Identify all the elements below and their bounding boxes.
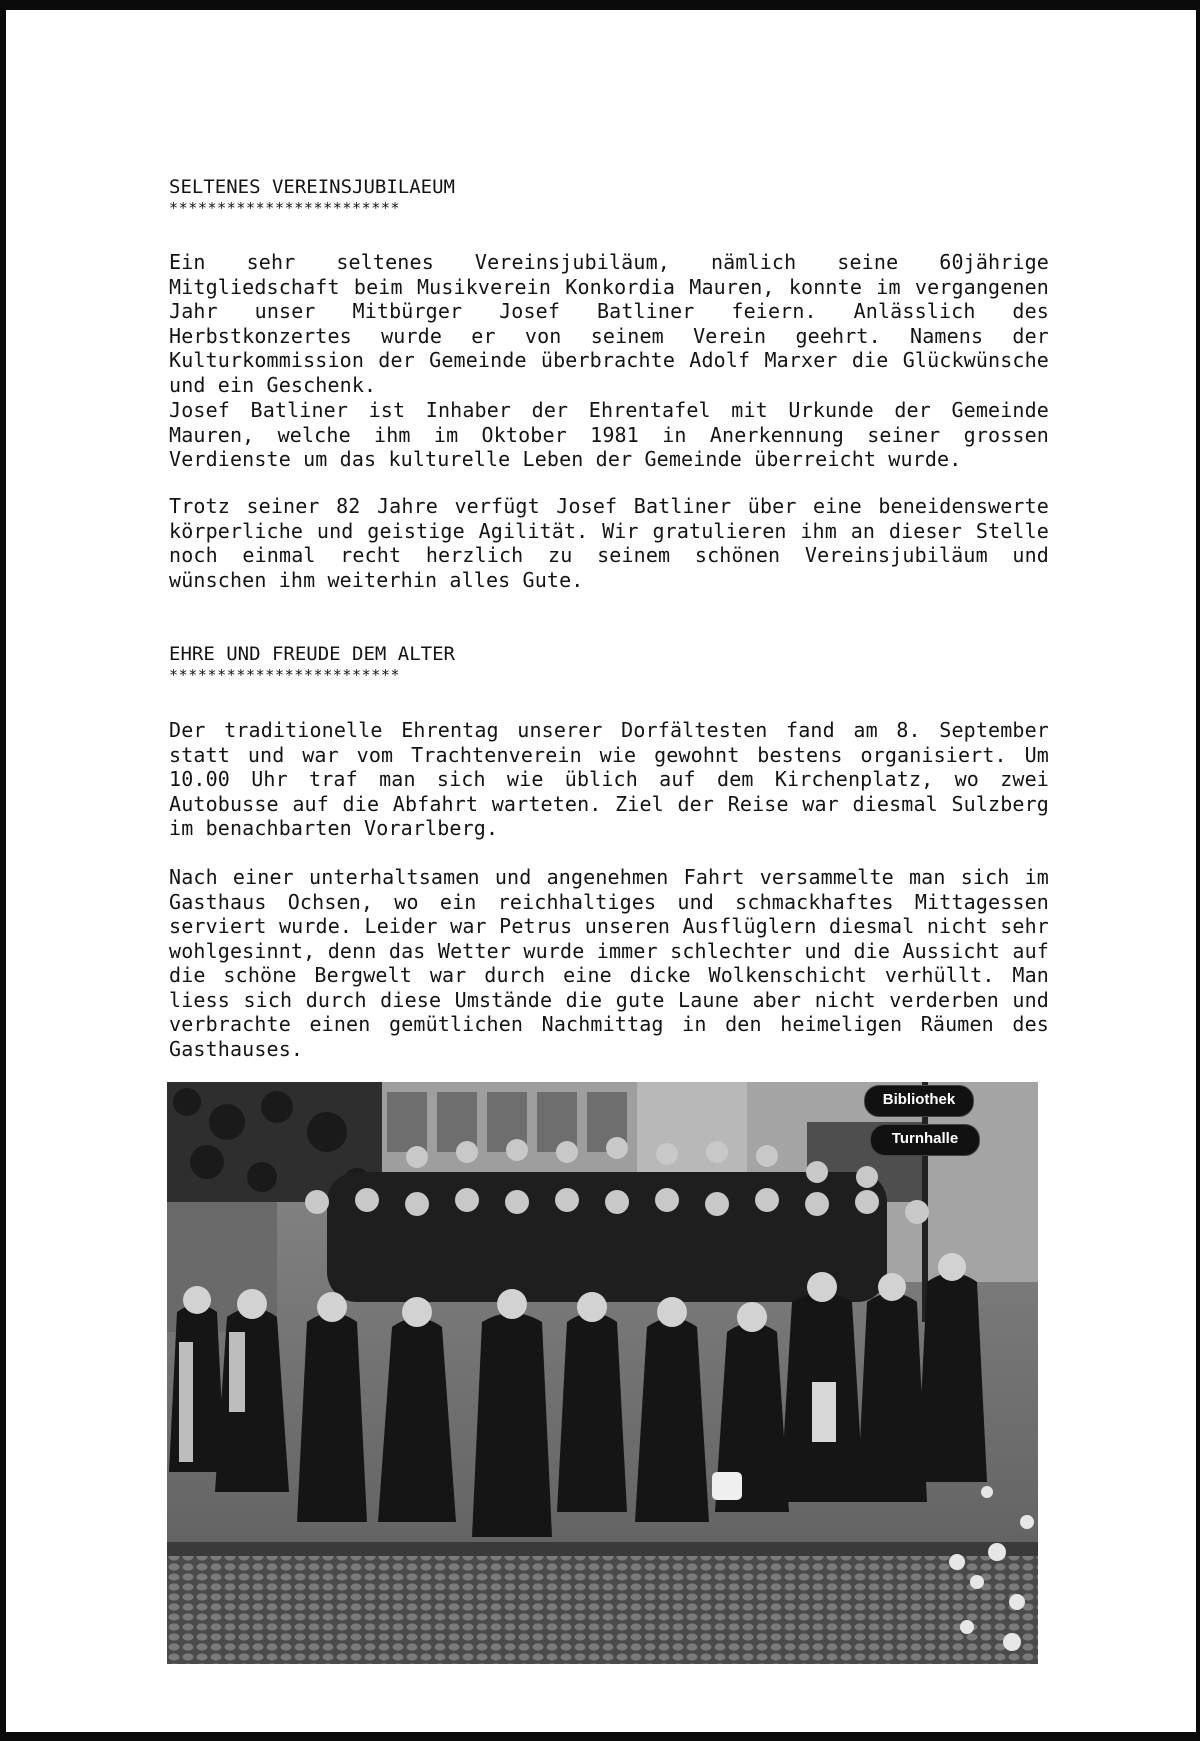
group-photo-illustration [167,1082,1038,1664]
article2-underline: ************************ [169,666,401,684]
article1-paragraph-1: Ein sehr seltenes Vereinsjubiläum, nämlich seine 60jährige Mitgliedschaft beim Musikverein Konkordia Mauren, konnte im vergangenen Jahr unser Mitbürger Josef Batliner feiern. Anlässlich des Herbstkonzertes wurde er von seinem Verein geehrt. Namens der Kulturkommission der Gemeinde überbrachte Adolf Marxer die Glückwünsche und ein Geschenk. [169,250,1049,397]
article1-heading: SELTENES VEREINSJUBILAEUM [169,176,455,198]
article1-paragraph-2: Josef Batliner ist Inhaber der Ehrentafel mit Urkunde der Gemeinde Mauren, welche ihm im Oktober 1981 in Anerkennung seiner grossen Verdienste um das kulturelle Leben der Gemeinde überreicht wurde. [169,398,1049,471]
document-page [6,10,1196,1732]
article2-paragraph-2: Nach einer unterhaltsamen und angenehmen Fahrt versammelte man sich im Gasthaus Ochsen, wo ein reichhaltiges und schmackhaftes Mittagessen serviert wurde. Leider war Petrus unseren Ausflüglern diesmal nicht sehr wohlgesinnt, denn das Wetter wurde immer schlechter und die Aussicht auf die schöne Bergwelt war durch eine dicke Wolkenschicht verhüllt. Man liess sich durch diese Umstände die gute Laune aber nicht verderben und verbrachte einen gemütlichen Nachmittag in den heimeligen Räumen des Gasthauses. [169,865,1049,1061]
sign-bibliothek: Bibliothek [864,1085,974,1117]
article1-underline: ************************ [169,199,401,217]
sign-turnhalle: Turnhalle [870,1124,980,1156]
article2-paragraph-1: Der traditionelle Ehrentag unserer Dorfältesten fand am 8. September statt und war vom Trachtenverein wie gewohnt bestens organisiert. Um 10.00 Uhr traf man sich wie üblich auf dem Kirchenplatz, wo zwei Autobusse auf die Abfahrt warteten. Ziel der Reise war diesmal Sulzberg im benachbarten Vorarlberg. [169,718,1049,840]
article1-paragraph-3: Trotz seiner 82 Jahre verfügt Josef Batliner über eine beneidenswerte körperliche und geistige Agilität. Wir gratulieren ihm an dieser Stelle noch einmal recht herzlich zu seinem schönen Vereinsjubiläum und wünschen ihm weiterhin alles Gute. [169,494,1049,592]
article2-heading: EHRE UND FREUDE DEM ALTER [169,643,455,665]
group-photo [167,1082,1038,1664]
